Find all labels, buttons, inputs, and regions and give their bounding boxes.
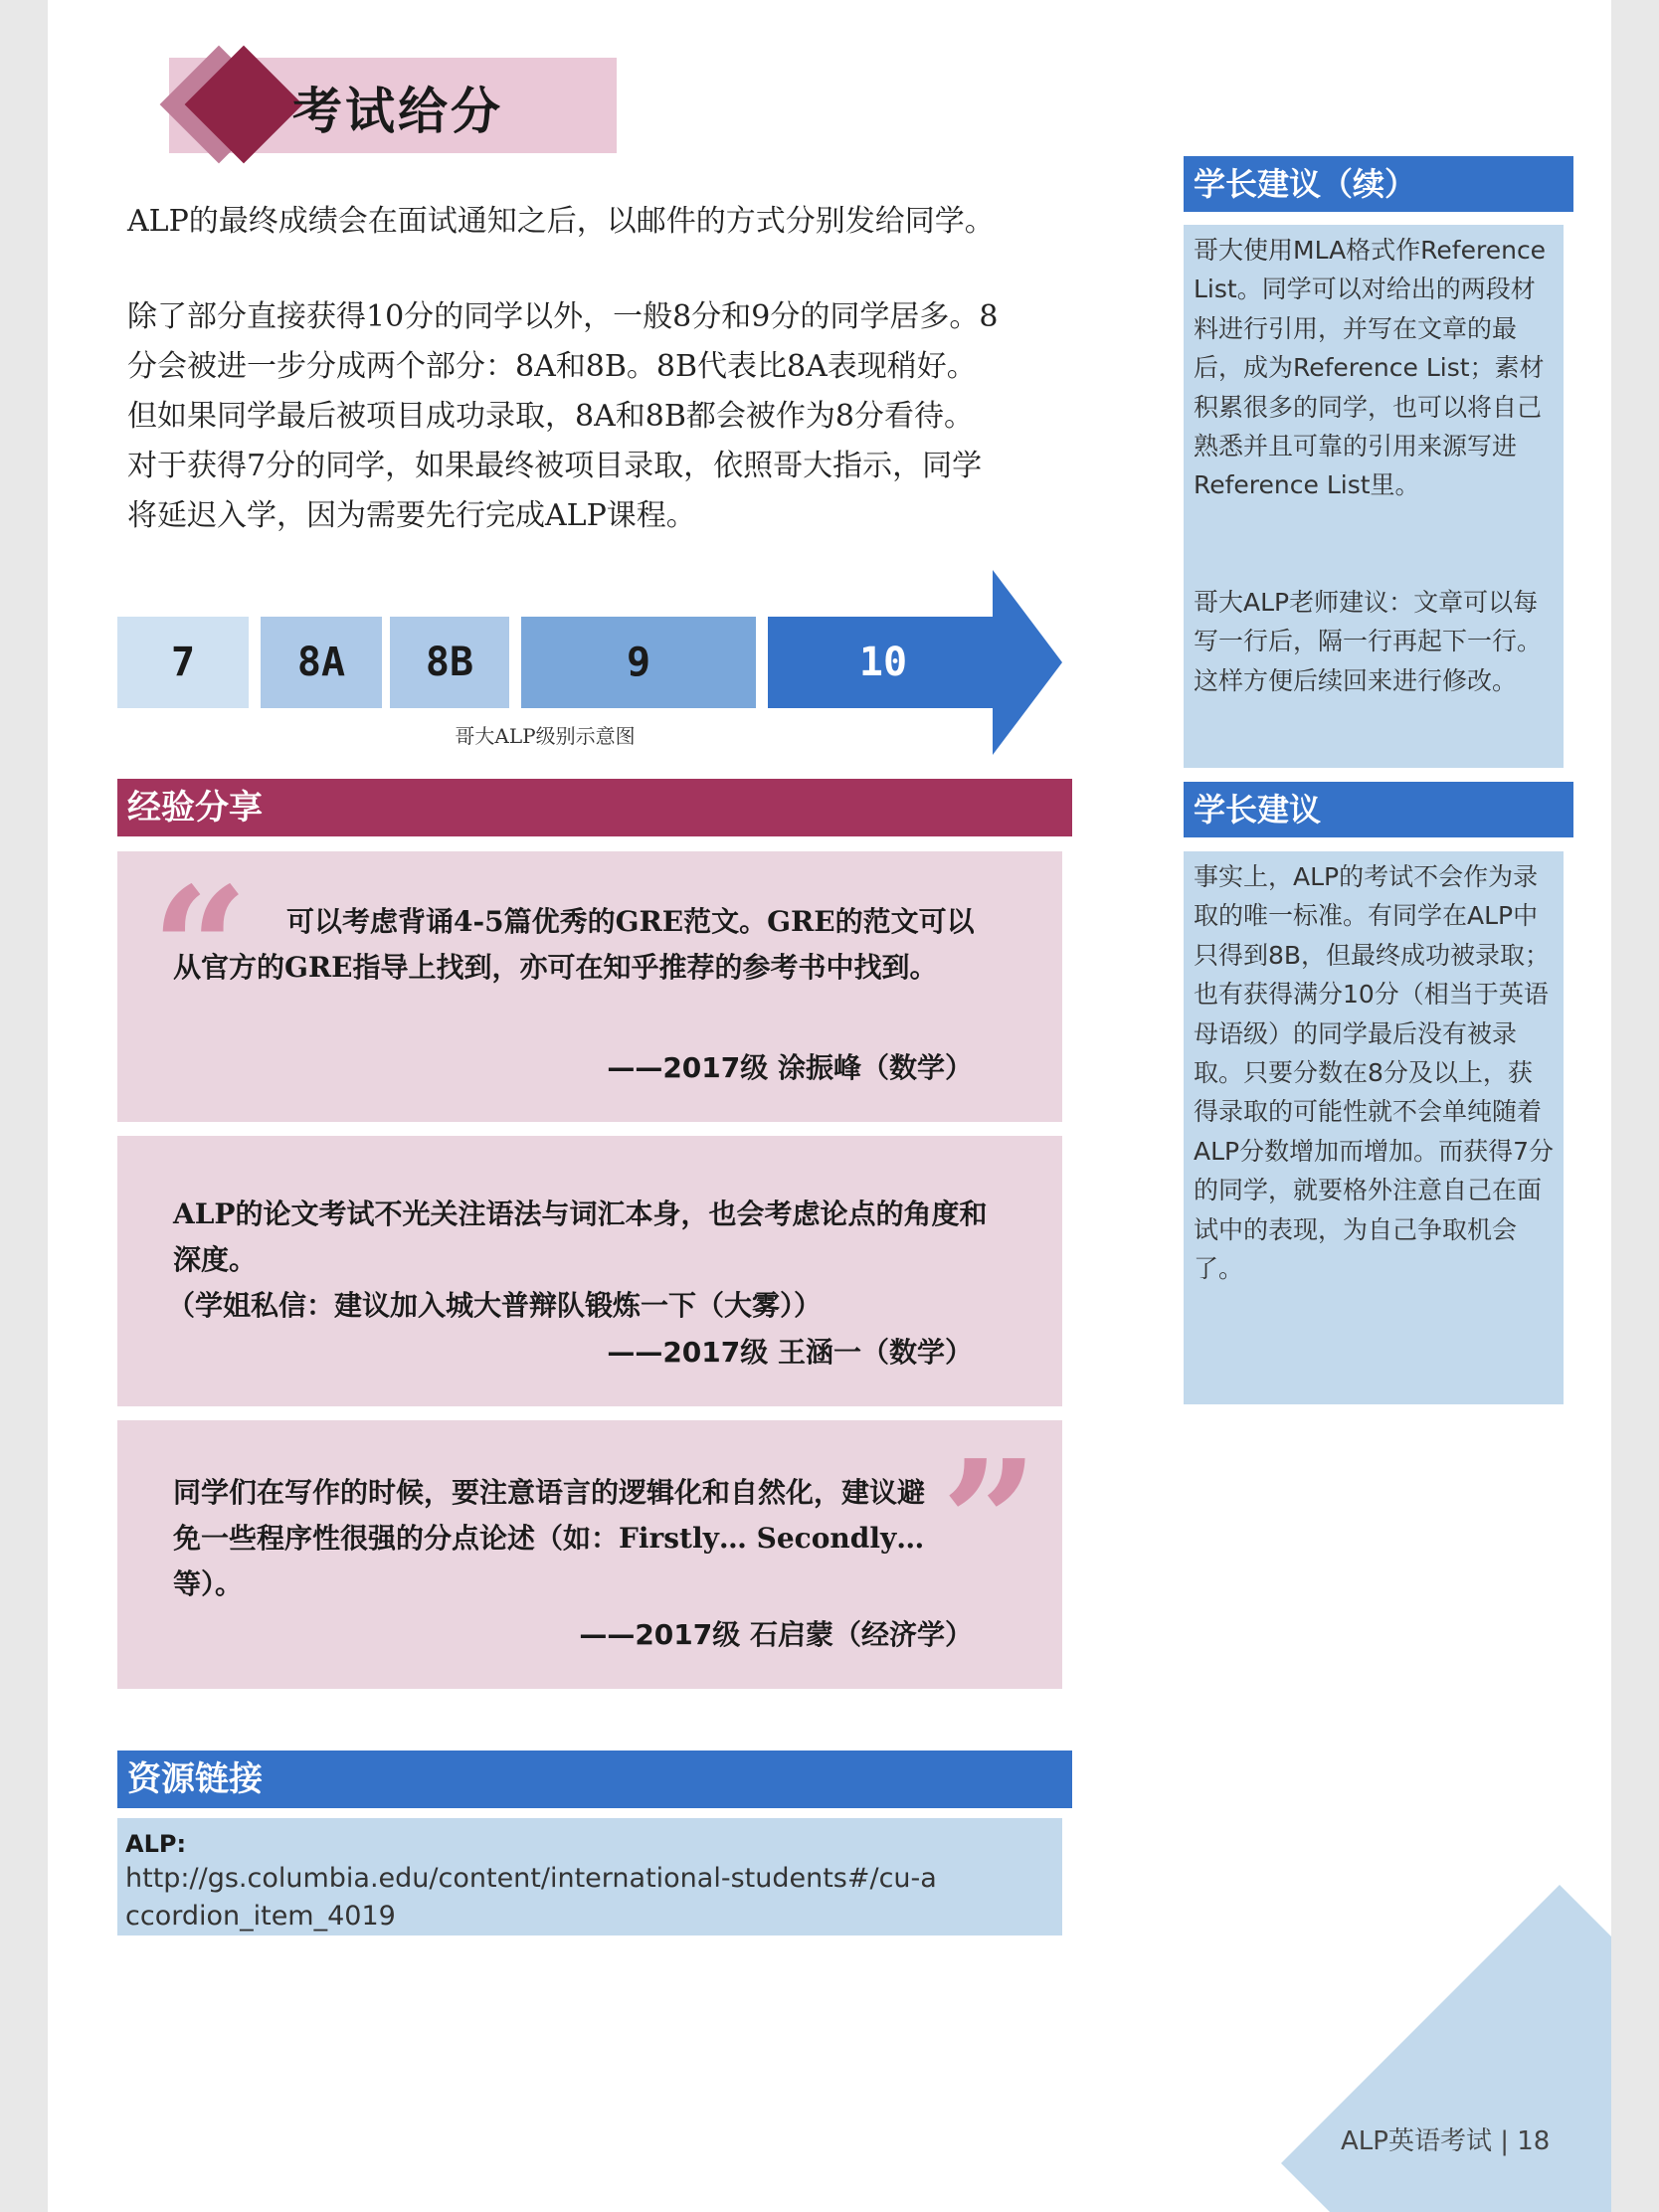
advice-continued-p2: 哥大ALP老师建议：文章可以每写一行后，隔一行再起下一行。这样方便后续回来进行修改。	[1194, 588, 1543, 695]
intro-paragraph-2: 除了部分直接获得10分的同学以外，一般8分和9分的同学居多。8分会被进一步分成两个部分：8A和8B。8B代表比8A表现稍好。但如果同学最后被项目成功录取，8A和8B都会被作为8分看待。对于获得7分的同学，如果最终被项目录取，依照哥大指示，同学将延迟入学，因为需要先行完成ALP课程。	[127, 299, 999, 533]
quote-1-text: 可以考虑背诵4-5篇优秀的GRE范文。GRE的范文可以从官方的GRE指导上找到，亦可在知乎推荐的参考书中找到。	[173, 905, 975, 984]
quote-1-attribution: ——2017级 涂振峰（数学）	[607, 1051, 973, 1084]
resource-link[interactable]: http://gs.columbia.edu/content/international-students#/cu-accordion_item_4019	[125, 1863, 937, 1932]
resources-box	[117, 1818, 1062, 1936]
quote-3-text: 同学们在写作的时候，要注意语言的逻辑化和自然化，建议避免一些程序性很强的分点论述（如：Firstly… Secondly…等）。	[173, 1476, 926, 1600]
level-8b-label: 8B	[425, 640, 474, 685]
quote-card-1	[117, 851, 1062, 1122]
level-9	[521, 617, 756, 708]
resources-heading: 资源链接	[117, 1751, 1072, 1808]
level-7-label: 7	[170, 640, 196, 685]
level-8	[261, 617, 509, 708]
close-quote-icon: ”	[941, 1423, 1038, 1622]
advice-continued-box	[1184, 225, 1564, 768]
advice-continued-p1: 哥大使用MLA格式作Reference List。同学可以对给出的两段材料进行引用，并写在文章的最后，成为Reference List；素材积累很多的同学，也可以将自己熟悉并且可靠的引用来源写进Reference List里。	[1194, 236, 1547, 500]
corner-decoration	[1281, 1885, 1611, 2212]
resource-label: ALP:	[125, 1830, 187, 1858]
advice-heading: 学长建议	[1184, 782, 1573, 837]
level-8a-label: 8A	[296, 640, 346, 685]
quote-2-note: （学姐私信：建议加入城大普辩队锻炼一下（大雾））	[167, 1289, 823, 1322]
open-quote-icon: “	[151, 850, 249, 1049]
page-title: 考试给分	[292, 83, 503, 140]
quote-2-attribution: ——2017级 王涵一（数学）	[607, 1336, 973, 1369]
level-9-label: 9	[626, 640, 651, 685]
page	[48, 0, 1611, 2212]
advice-box	[1184, 851, 1564, 1404]
page-footer: ALP英语考试 | 18	[1341, 2126, 1551, 2156]
diagram-caption: 哥大ALP级别示意图	[455, 724, 636, 748]
advice-continued-heading: 学长建议（续）	[1184, 156, 1573, 212]
level-10-label: 10	[858, 640, 908, 685]
advice-text: 事实上，ALP的考试不会作为录取的唯一标准。有同学在ALP中只得到8B，但最终成功被录取；也有获得满分10分（相当于英语母语级）的同学最后没有被录取。只要分数在8分及以上，获得录取的可能性就不会单纯随着ALP分数增加而增加。而获得7分的同学，就要格外注意自己在面试中的表现，为自己争取机会了。	[1194, 862, 1555, 1284]
quote-card-2	[117, 1136, 1062, 1406]
level-divider	[382, 617, 390, 708]
quote-2-text: ALP的论文考试不光关注语法与词汇本身，也会考虑论点的角度和深度。	[173, 1198, 988, 1276]
quote-card-3	[117, 1420, 1062, 1689]
quote-3-attribution: ——2017级 石启蒙（经济学）	[579, 1618, 973, 1651]
experience-heading: 经验分享	[117, 779, 1072, 836]
intro-paragraph-1: ALP的最终成绩会在面试通知之后，以邮件的方式分别发给同学。	[127, 204, 995, 239]
arrow-head	[993, 570, 1062, 755]
level-7	[117, 617, 249, 708]
level-10	[768, 617, 999, 708]
